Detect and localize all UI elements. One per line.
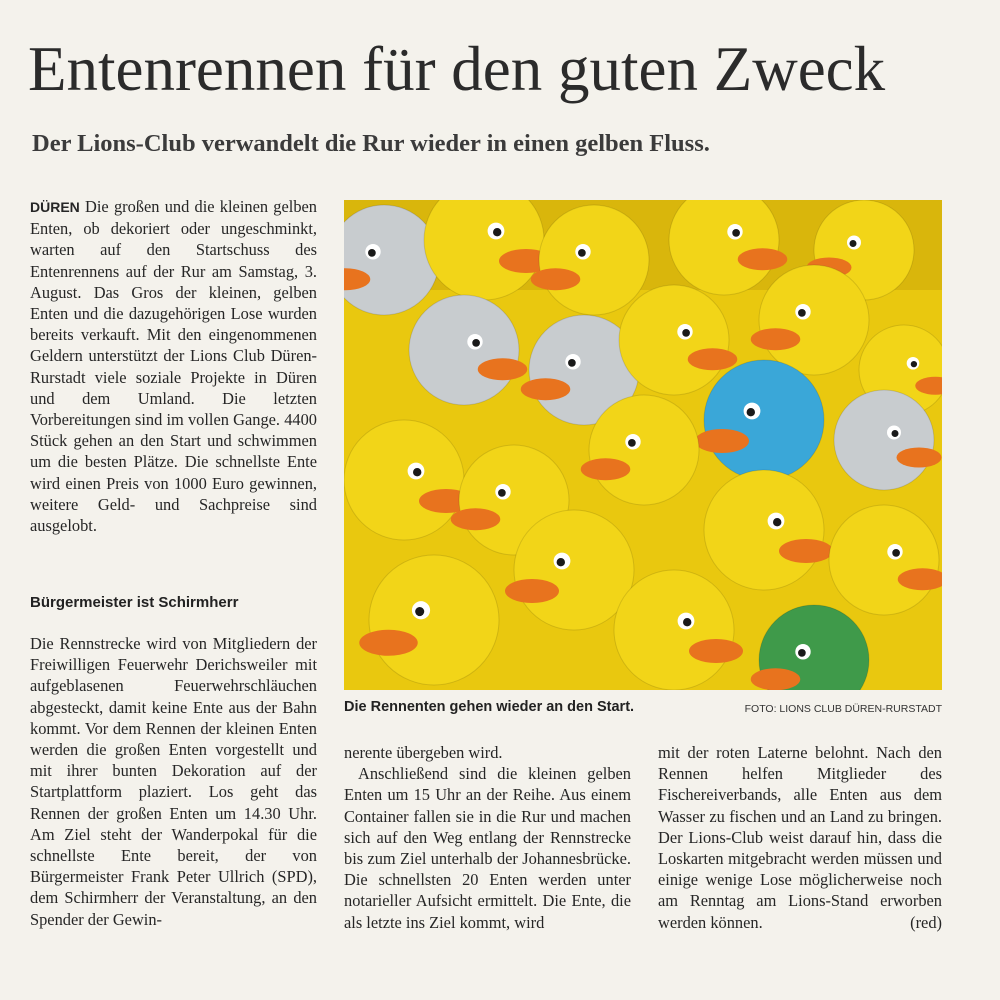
rubber-ducks-illustration	[344, 200, 942, 690]
column-2	[344, 742, 631, 933]
column-1-top	[30, 196, 317, 536]
closing-text: mit der roten Laterne belohnt. Nach den Rennen helfen Mitglieder des Fischereiverbands, alle Enten aus dem Wasser zu fischen und an Land zu bringen. Der Lions-Club weist darauf hin, dass die Loskarten mitgebracht werden müssen und einige wenige Lose möglicherweise noch am Renntag am Lions-Stand erworben werden können.	[658, 743, 942, 932]
author-signature: (red)	[910, 912, 942, 932]
paragraph-small-ducks: Anschließend sind die kleinen gelben Enten um 15 Uhr an der Reihe. Aus einem Container fallen sie in die Rur und machen sich auf den Weg entlang der Rennstrecke bis zum Ziel unterhalb der Johannesbrücke. Die schnellsten 20 Enten werden unter notarieller Aufsicht ermittelt. Die Ente, die als letzte ins Ziel kommt, wird	[344, 764, 631, 932]
subheadline: Der Lions-Club verwandelt die Rur wieder in einen gelben Fluss.	[32, 130, 710, 157]
photo-rubber-ducks	[344, 200, 942, 690]
photo-credit: FOTO: LIONS CLUB DÜREN-RURSTADT	[744, 703, 942, 715]
paragraph-red-lantern	[658, 742, 942, 933]
headline: Entenrennen für den guten Zweck	[28, 34, 886, 104]
column-3	[658, 742, 942, 933]
photo-caption: Die Rennenten gehen wieder an den Start.	[344, 699, 635, 715]
paragraph-race-course: Die Rennstrecke wird von Mitgliedern der Freiwilligen Feuerwehr Derichsweiler mit aufgeblasenen Feuerwehrschläuchen abgesteckt, damit keine Ente aus der Bahn kommt. Vor dem Rennen der kleinen Enten werden die großen Enten vorgestellt und mit ihrer bunten Dekoration auf der Startplattform plaziert. Los geht das Rennen der großen Enten um 14.30 Uhr. Am Ziel steht der Wanderpokal für die schnellste Ente bereit, der von Bürgermeister Frank Peter Ullrich (SPD), dem Schirmherr der Veranstaltung, an den Spender der Gewin-	[30, 634, 317, 929]
paragraph-winner-handover: nerente übergeben wird.	[344, 743, 503, 762]
section-subhead: Bürgermeister ist Schirmherr	[30, 594, 239, 611]
paragraph-intro	[30, 196, 317, 536]
column-1-bottom	[30, 633, 317, 930]
dateline: DÜREN	[30, 199, 80, 215]
intro-text: Die großen und die kleinen gelben Enten, ob dekoriert oder ungeschminkt, warten auf den Startschuss des Entenrennens auf der Rur am Samstag, 3. August. Das Gros der kleinen, gelben Enten und die dazugehörigen Lose wurden bereits verkauft. Mit den eingenommenen Geldern unterstützt der Lions Club Düren-Rurstadt viele soziale Projekte in Düren und dem Umland. Die letzten Vorbereitungen sind im vollen Gange. 4400 Stück gehen an den Start und schwimmen um die besten Plätze. Die schnellste Ente wird einen Preis von 1000 Euro gewinnen, weitere Geld- und Sachpreise sind ausgelobt.	[30, 197, 317, 536]
